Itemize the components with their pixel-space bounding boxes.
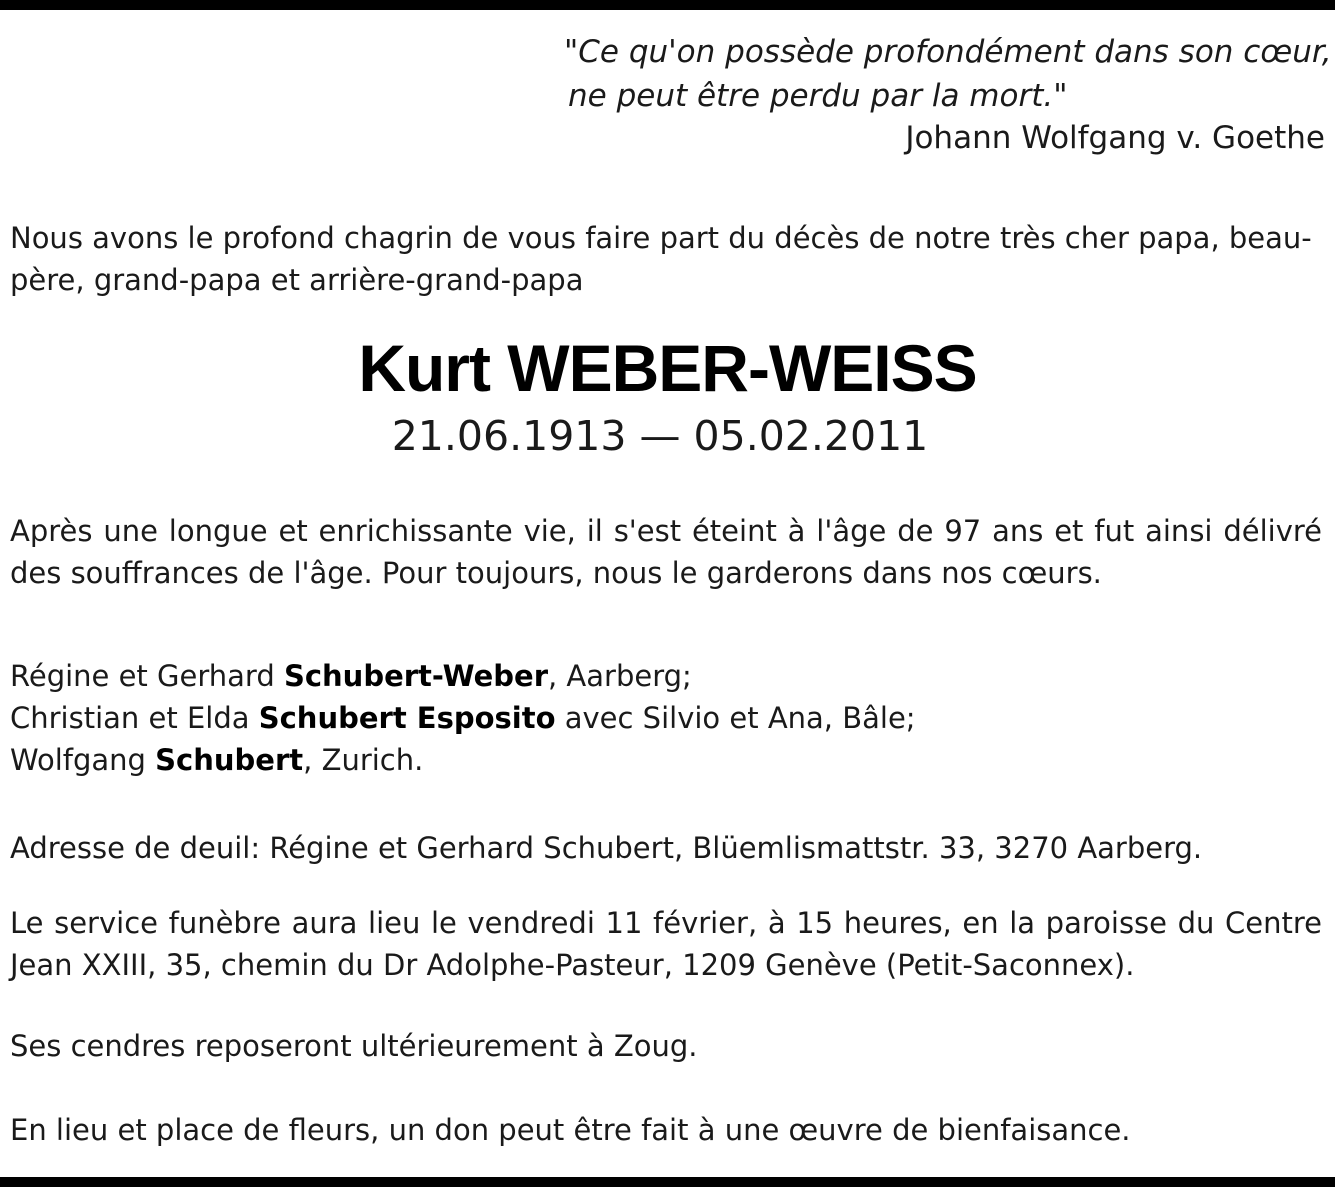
family-member-surname: Schubert Esposito [258, 701, 556, 735]
deceased-dates: 21.06.1913 — 05.02.2011 [391, 412, 929, 460]
epigraph-quote [520, 30, 1332, 158]
family-member-row [10, 697, 1322, 739]
ashes-info: Ses cendres reposeront ultérieurement à Zoug. [10, 1029, 698, 1063]
family-member-prefix: Wolfgang [10, 743, 156, 777]
life-paragraph: Après une longue et enrichissante vie, il s'est éteint à l'âge de 97 ans et fut ainsi délivré des souffrances de l'âge. Pour toujours, nous le garderons dans nos cœurs. [10, 514, 1322, 590]
family-member-row [10, 739, 1322, 781]
quote-line-2: ne peut être perdu par la mort." [568, 78, 1068, 114]
family-member-suffix: , Aarberg; [548, 659, 692, 693]
family-member-suffix: , Zurich. [303, 743, 424, 777]
bottom-border-rule [0, 1177, 1335, 1187]
deceased-name: Kurt WEBER-WEISS [358, 331, 977, 405]
funeral-service-info: Le service funèbre aura lieu le vendredi 11 février, à 15 heures, en la paroisse du Centre Jean XXIII, 35, chemin du Dr Adolphe-Pasteur, 1209 Genève (Petit-Saconnex). [10, 906, 1322, 982]
family-member-surname: Schubert [155, 743, 304, 777]
donation-note: En lieu et place de fleurs, un don peut être fait à une œuvre de bienfaisance. [10, 1113, 1131, 1147]
family-member-prefix: Christian et Elda [10, 701, 259, 735]
family-list [10, 655, 1322, 781]
family-member-surname: Schubert-Weber [283, 659, 548, 693]
family-member-prefix: Régine et Gerhard [10, 659, 284, 693]
announcement-intro: Nous avons le profond chagrin de vous faire part du décès de notre très cher papa, beau-père, grand-papa et arrière-grand-papa [10, 221, 1312, 297]
mourning-address: Adresse de deuil: Régine et Gerhard Schubert, Blüemlismattstr. 33, 3270 Aarberg. [10, 831, 1203, 865]
quote-author: Johann Wolfgang v. Goethe [905, 120, 1325, 156]
top-border-rule [0, 0, 1335, 10]
family-member-suffix: avec Silvio et Ana, Bâle; [555, 701, 916, 735]
quote-line-1: "Ce qu'on possède profondément dans son cœur, [564, 34, 1332, 70]
family-member-row [10, 655, 1322, 697]
